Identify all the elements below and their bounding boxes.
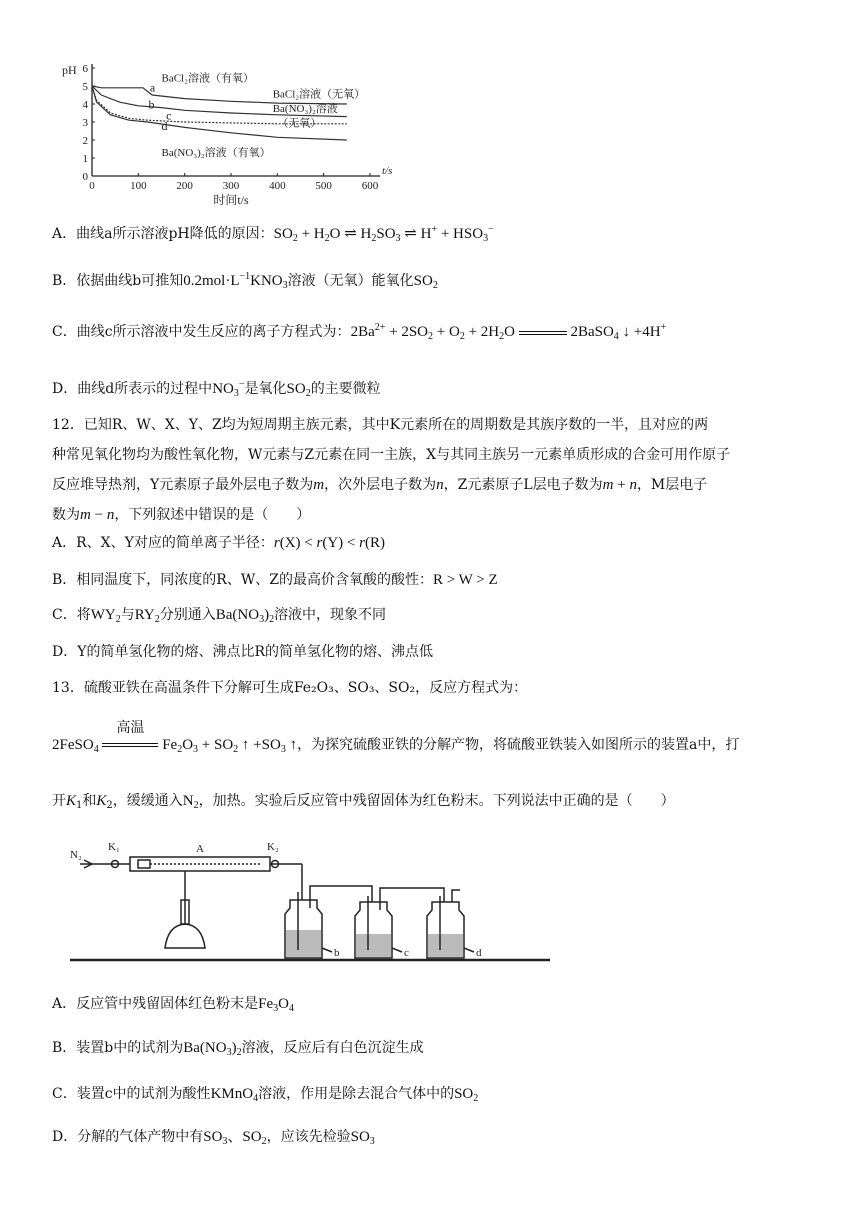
apparatus-diagram bbox=[60, 830, 560, 980]
label-c: c bbox=[404, 947, 409, 959]
x-axis-label: 时间t/s bbox=[213, 193, 249, 207]
q13-option-b: B．装置b中的试剂为$Ba(NO_3)_2$溶液，反应后有白色沉淀生成 bbox=[52, 1040, 424, 1058]
curve-label-b: b bbox=[148, 97, 155, 112]
chart-text bbox=[62, 63, 392, 207]
q11-option-a: A．曲线a所示溶液pH降低的原因：$SO_2 + H_2O$ ⇌ $H_2SO_3$ ⇌ $H^+ + HSO_3^-$ bbox=[52, 224, 494, 244]
legend-d: Ba(NO₃)₂溶液（有氧） bbox=[161, 147, 271, 160]
y-tick-label: 1 bbox=[82, 153, 88, 165]
curve-label-c: c bbox=[166, 108, 172, 123]
q13-stem-line3: 开$K_1$和$K_2$，缓缓通入$N_2$，加热。实验后反应管中残留固体为红色粉末。下列说法中正确的是（ ） bbox=[52, 793, 675, 811]
q12-option-a: A．R、X、Y对应的简单离子半径：r(X) < r(Y) < r(R) bbox=[52, 535, 385, 551]
q11-option-c: C．曲线c所示溶液中发生反应的离子方程式为：$2Ba^{2+} + 2SO_2 + O_2 + 2H_2O$ 2BaSO$_4$ ↓ +4H+ bbox=[52, 322, 667, 342]
x-tick-label: 400 bbox=[269, 180, 286, 192]
y-tick-label: 0 bbox=[82, 171, 88, 183]
q13-stem-line2: 2FeSO$_4$ 高温 $Fe_2O_3 + SO_2$ ↑ $+SO_3$ ↑，为探究硫酸亚铁的分解产物，将硫酸亚铁装入如图所示的装置a中，打 bbox=[52, 720, 740, 755]
y-tick-label: 6 bbox=[82, 63, 88, 75]
q12-option-c: C．将$WY_2$与$RY_2$分别通入$Ba(NO_3)_2$溶液中，现象不同 bbox=[52, 607, 387, 625]
x-tick-label: 100 bbox=[130, 180, 147, 192]
label-a: A bbox=[196, 843, 204, 855]
x-tick-label: 200 bbox=[176, 180, 193, 192]
curve-label-d: d bbox=[161, 119, 168, 134]
legend-b: BaCl₂溶液（无氧） bbox=[272, 88, 366, 101]
label-k1: K₁ bbox=[108, 841, 120, 853]
label-k2: K₂ bbox=[267, 841, 279, 853]
q12-option-b: B．相同温度下，同浓度的R、W、Z的最高价含氧酸的酸性：R > W > Z bbox=[52, 572, 498, 588]
x-tick-label: 600 bbox=[361, 180, 379, 192]
label-n2: N₂ bbox=[70, 849, 82, 861]
tube-stopper bbox=[138, 860, 150, 868]
q11-option-b: B．依据曲线b可推知$0.2mol\cdot L^{-1}KNO_3$溶液（无氧）能氧化$SO_2$ bbox=[52, 271, 438, 291]
x-axis-unit: t/s bbox=[382, 165, 393, 177]
q12-stem: 12．已知R、W、X、Y、Z均为短周期主族元素，其中K元素所在的周期数是其族序数的一半，且对应的两 种常见氧化物均为酸性氧化物，W元素与Z元素在同一主族，X与其同主族另一元素单质形成的合金可用作原子 反应堆导热剂，Y元素原子最外层电子数为m，次外层电子数为n，Z元素原子L层电子数为m + n，M层电子 数为m − n，下列叙述中错误的是（ ） bbox=[52, 417, 731, 523]
q12-option-d: D．Y的简单氢化物的熔、沸点比R的简单氢化物的熔、沸点低 bbox=[52, 644, 434, 660]
legend-c-sub: （无氧） bbox=[277, 117, 322, 130]
y-tick-label: 4 bbox=[82, 99, 88, 111]
ph-time-chart bbox=[50, 58, 470, 208]
burner-base bbox=[165, 924, 205, 948]
y-tick-label: 5 bbox=[82, 81, 88, 93]
curve-label-a: a bbox=[149, 80, 156, 95]
label-d: d bbox=[476, 947, 482, 959]
reaction-condition: 高温 bbox=[102, 735, 158, 755]
x-tick-label: 500 bbox=[315, 180, 332, 192]
q11-option-d: D．曲线d所表示的过程中$NO_3^-$是氧化$SO_2$的主要微粒 bbox=[52, 379, 381, 399]
label-b: b bbox=[334, 947, 340, 959]
legend-a: BaCl₂溶液（有氧） bbox=[161, 72, 254, 85]
x-tick-label: 300 bbox=[222, 180, 240, 192]
x-tick-label: 0 bbox=[89, 180, 95, 192]
y-tick-label: 2 bbox=[82, 135, 88, 147]
legend-c: Ba(NO₃)₂溶液 bbox=[272, 103, 338, 116]
q13-option-d: D．分解的气体产物中有$SO_3$、$SO_2$，应该先检验$SO_3$ bbox=[52, 1129, 375, 1147]
q13-option-c: C．装置c中的试剂为酸性KMnO$_4$溶液，作用是除去混合气体中的$SO_2$ bbox=[52, 1086, 479, 1104]
y-axis-label: pH bbox=[62, 63, 77, 77]
y-tick-label: 3 bbox=[82, 117, 88, 129]
q13-stem-line1: 13．硫酸亚铁在高温条件下分解可生成Fe₂O₃、SO₃、SO₂，反应方程式为： bbox=[52, 680, 528, 696]
q13-option-a: A．反应管中残留固体红色粉末是$Fe_3O_4$ bbox=[52, 996, 294, 1014]
